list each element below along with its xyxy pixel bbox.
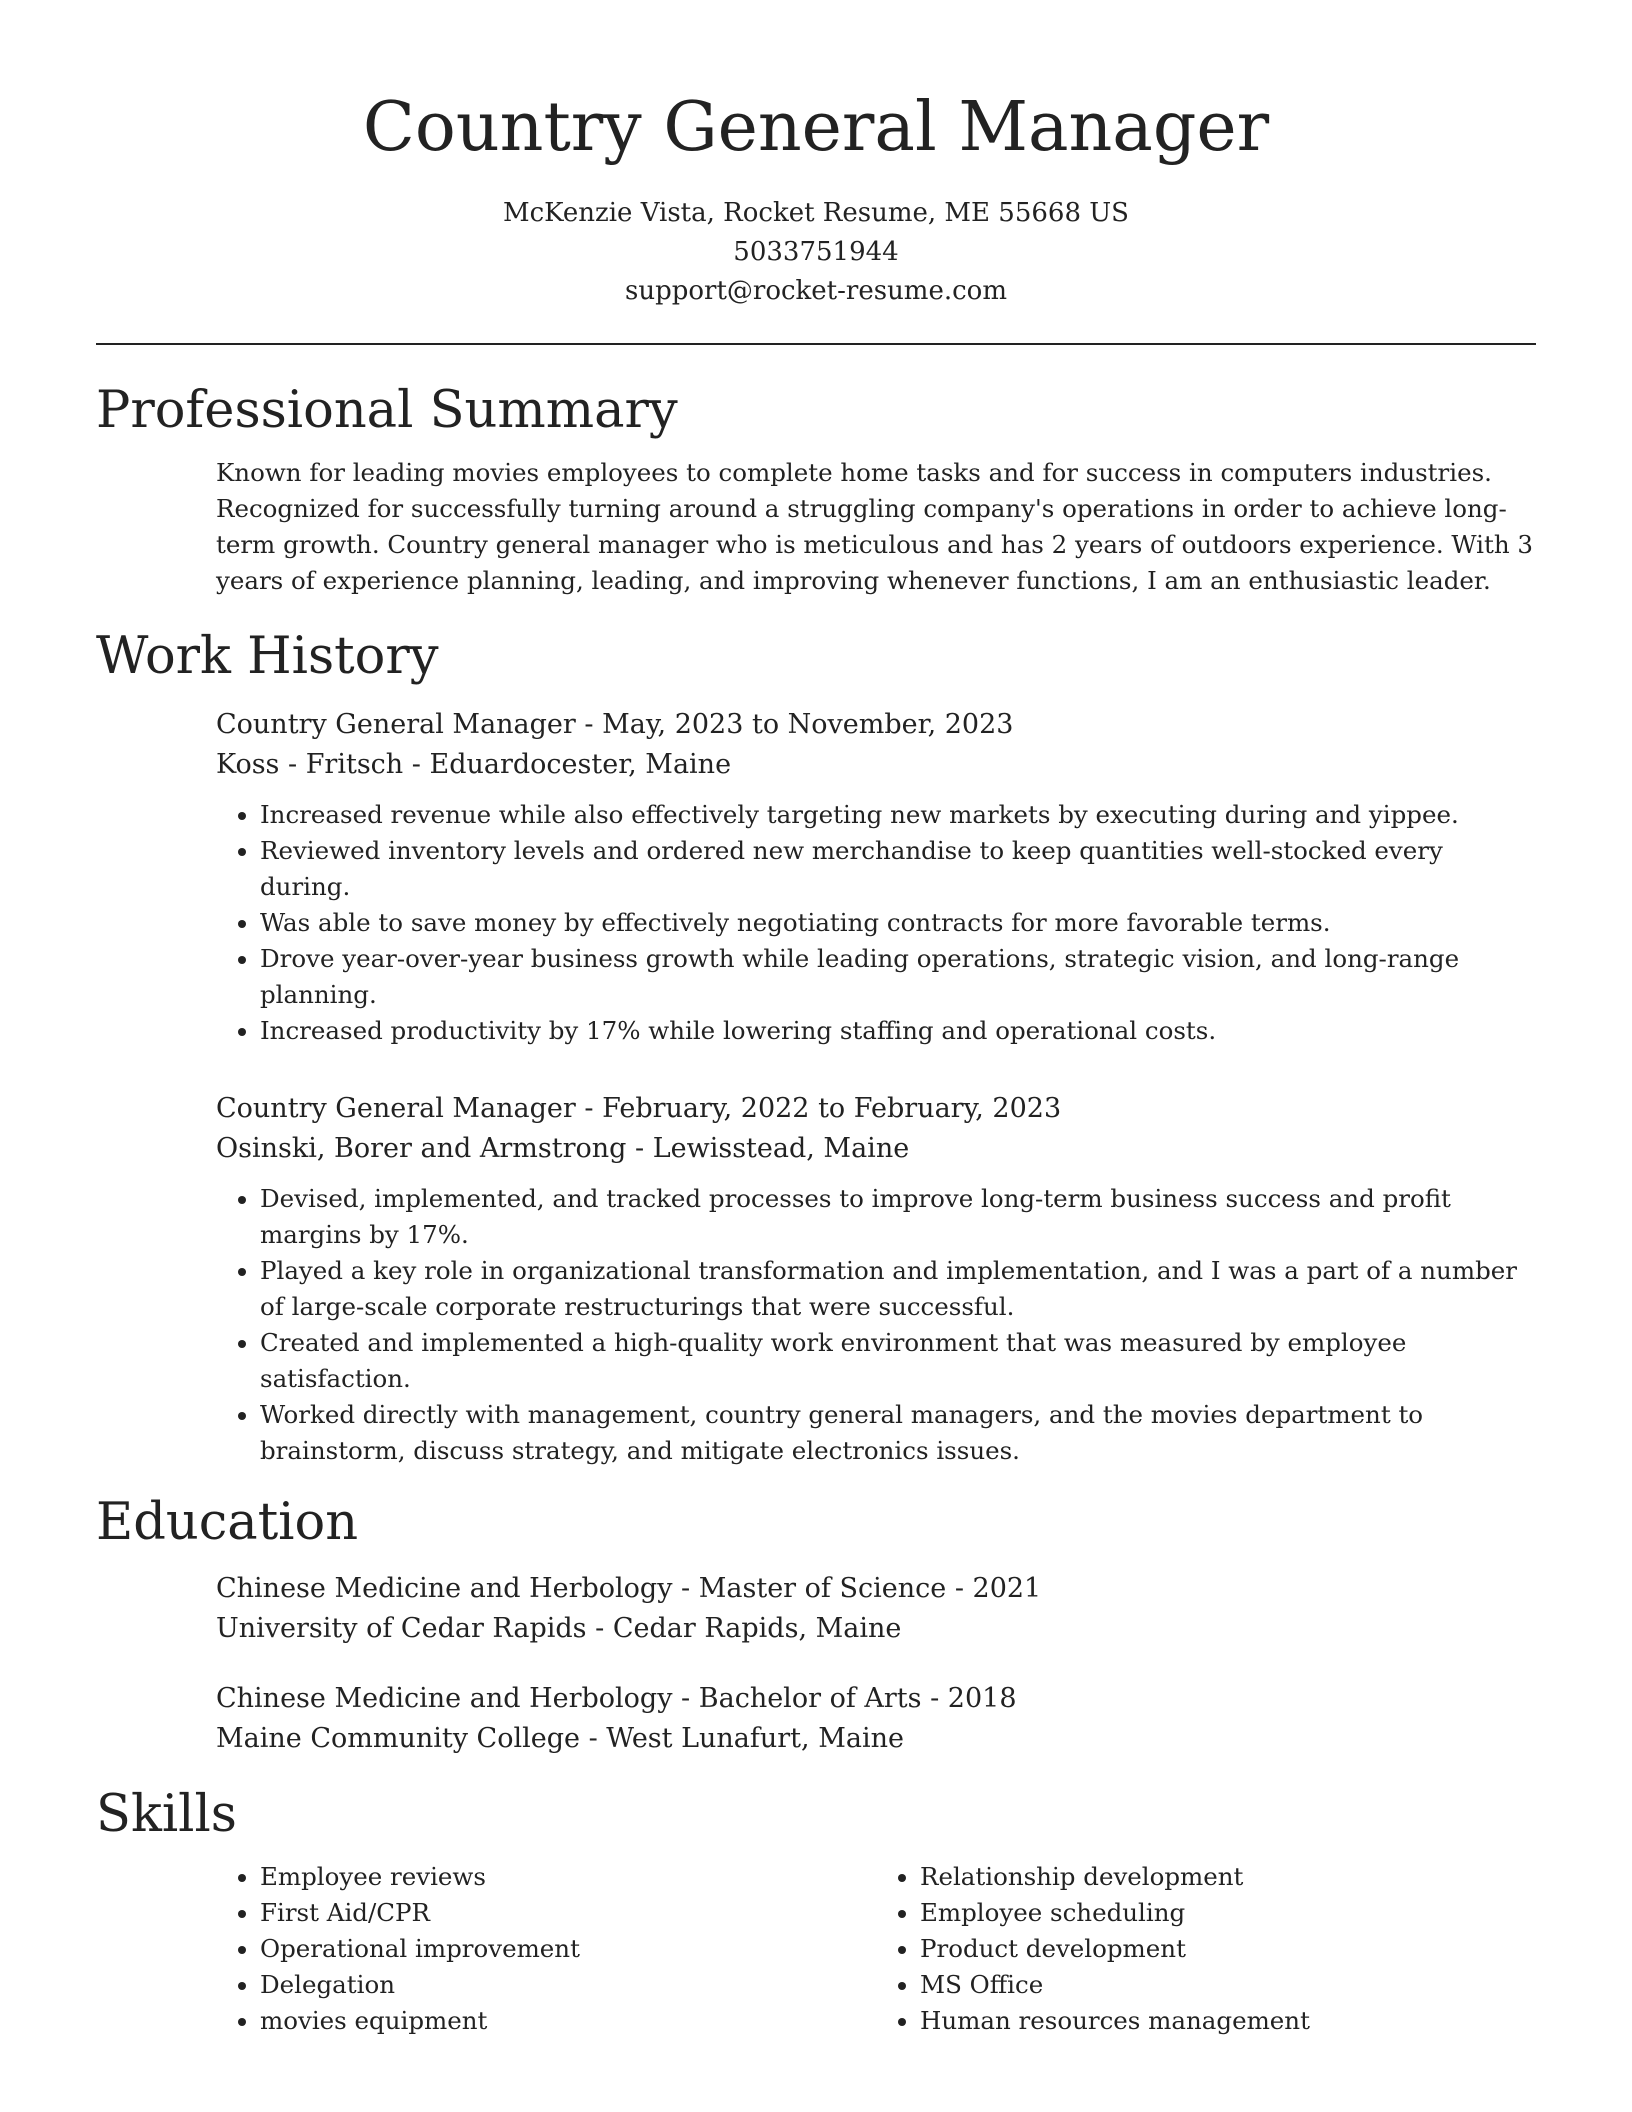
- skills-column-left: [216, 1859, 876, 2039]
- job-company-line: [216, 745, 1536, 785]
- education-school: University of Cedar Rapids: [216, 1613, 587, 1644]
- job-dates: - May, 2023 to November, 2023: [575, 709, 1014, 740]
- section-title-skills: Skills: [96, 1785, 237, 1844]
- education-degree-line: [216, 1679, 1536, 1719]
- skills-section: [96, 1785, 1536, 2039]
- list-item: • Increased productivity by 17% while lowering staffing and operational costs.: [260, 1013, 1536, 1049]
- section-title-summary: Professional Summary: [96, 381, 678, 440]
- job-bullets: [216, 1181, 1536, 1469]
- education-section: [96, 1493, 1536, 1759]
- list-item: • Reviewed inventory levels and ordered new merchandise to keep quantities well-stocked every during.: [260, 833, 1536, 905]
- job-dates: - February, 2022 to February, 2023: [575, 1093, 1062, 1124]
- summary-section: [96, 381, 1536, 599]
- list-item: • Increased revenue while also effectively targeting new markets by executing during and yippee.: [260, 797, 1536, 833]
- list-item: • Played a key role in organizational transformation and implementation, and I was a part of a number of large-scale corporate restructurings that were successful.: [260, 1253, 1536, 1325]
- job-company: Koss - Fritsch: [216, 749, 404, 780]
- skills-column-right: [876, 1859, 1536, 2039]
- job-location: - Eduardocester, Maine: [403, 749, 732, 780]
- skill-item: • Employee reviews: [260, 1859, 876, 1895]
- list-item: • Worked directly with management, country general managers, and the movies department to brainstorm, discuss strategy, and mitigate electronics issues.: [260, 1397, 1536, 1469]
- job-location: - Lewisstead, Maine: [626, 1133, 910, 1164]
- summary-text: Known for leading movies employees to complete home tasks and for success in computers industries. Recognized for successfully turning around a struggling company's operations in order to achieve long-term growth. Country general manager who is meticulous and has 2 years of outdoors experience. With 3 years of experience planning, leading, and improving whenever functions, I am an enthusiastic leader.: [216, 458, 1534, 595]
- education-degree: Chinese Medicine and Herbology - Master of Science: [216, 1573, 947, 1604]
- header-divider: [96, 343, 1536, 345]
- job-entry: [216, 705, 1536, 1049]
- education-degree: Chinese Medicine and Herbology - Bachelor of Arts: [216, 1683, 922, 1714]
- education-entry: [216, 1569, 1536, 1649]
- contact-address: McKenzie Vista, Rocket Resume, ME 55668 US: [503, 198, 1129, 228]
- resume-header: [96, 0, 1536, 311]
- education-year: - 2021: [946, 1573, 1042, 1604]
- skill-item: • movies equipment: [260, 2003, 876, 2039]
- education-location: - West Lunafurt, Maine: [579, 1723, 904, 1754]
- work-history-section: [96, 627, 1536, 1469]
- job-company-line: [216, 1129, 1536, 1169]
- skills-grid: [216, 1859, 1536, 2039]
- job-company: Osinski, Borer and Armstrong: [216, 1133, 627, 1164]
- job-title: Country General Manager: [216, 709, 576, 740]
- list-item: • Devised, implemented, and tracked processes to improve long-term business success and profit margins by 17%.: [260, 1181, 1536, 1253]
- job-title-line: [216, 705, 1536, 745]
- skill-item: • Operational improvement: [260, 1931, 876, 1967]
- contact-phone: 5033751944: [733, 237, 899, 267]
- education-entry: [216, 1679, 1536, 1759]
- education-school-line: [216, 1609, 1536, 1649]
- education-school: Maine Community College: [216, 1723, 580, 1754]
- job-title: Country General Manager: [216, 1093, 576, 1124]
- candidate-name: Country General Manager: [362, 88, 1270, 167]
- list-item: • Was able to save money by effectively negotiating contracts for more favorable terms.: [260, 905, 1536, 941]
- education-location: - Cedar Rapids, Maine: [586, 1613, 902, 1644]
- job-bullets: [216, 797, 1536, 1049]
- skill-item: • Employee scheduling: [920, 1895, 1536, 1931]
- list-item: • Drove year-over-year business growth while leading operations, strategic vision, and long-range planning.: [260, 941, 1536, 1013]
- section-title-education: Education: [96, 1493, 359, 1552]
- list-item: • Created and implemented a high-quality work environment that was measured by employee satisfaction.: [260, 1325, 1536, 1397]
- contact-email: support@rocket-resume.com: [624, 276, 1007, 306]
- education-school-line: [216, 1719, 1536, 1759]
- contact-block: [96, 194, 1536, 311]
- skill-item: • Relationship development: [920, 1859, 1536, 1895]
- job-title-line: [216, 1089, 1536, 1129]
- job-entry: [216, 1089, 1536, 1469]
- skill-item: • Delegation: [260, 1967, 876, 2003]
- skill-item: • First Aid/CPR: [260, 1895, 876, 1931]
- skill-item: • MS Office: [920, 1967, 1536, 2003]
- education-year: - 2018: [921, 1683, 1017, 1714]
- section-title-work: Work History: [96, 627, 439, 686]
- skill-item: • Human resources management: [920, 2003, 1536, 2039]
- skill-item: • Product development: [920, 1931, 1536, 1967]
- education-degree-line: [216, 1569, 1536, 1609]
